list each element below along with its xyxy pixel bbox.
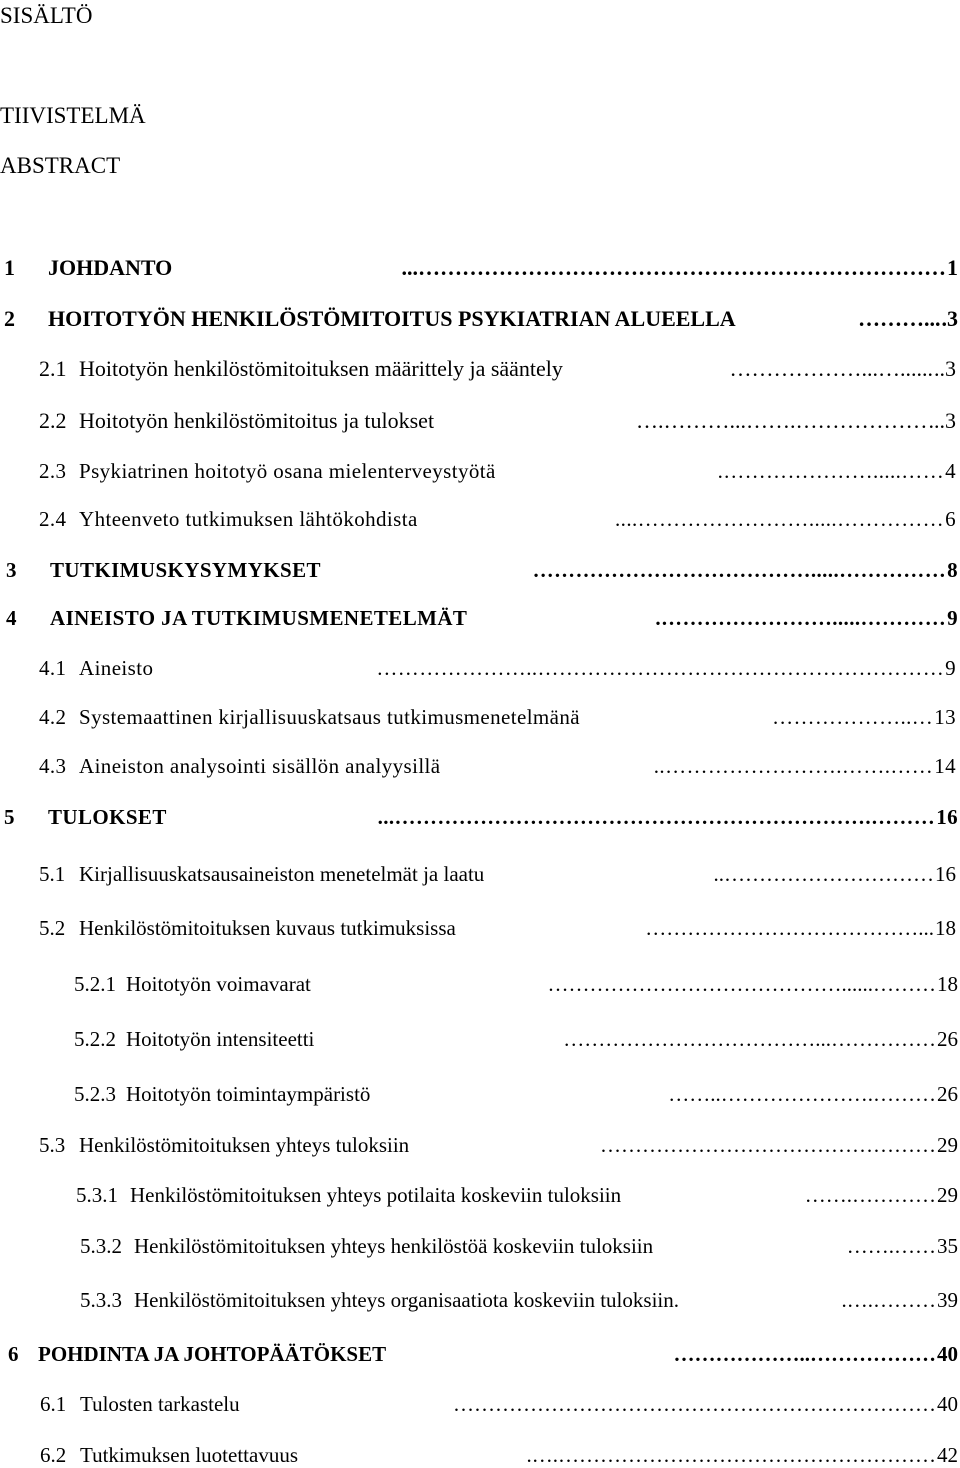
toc-entry-page: 4 [945,459,956,483]
toc-heading: SISÄLTÖ [0,3,93,28]
toc-entry-leader: …….....…………………. [717,461,945,482]
toc-entry-title: Hoitotyön toimintaympäristö [126,1082,371,1106]
toc-entry[interactable] [6,608,958,629]
front-matter-tiivistelma: TIIVISTELMÄ [0,103,146,128]
toc-entry-number: 5.2.3 [74,1082,116,1106]
toc-entry-title: Hoitotyön henkilöstömitoituksen määrittely ja sääntely [79,356,563,381]
toc-entry-page: 40 [937,1342,958,1366]
toc-entry-leader: …………………………………………………………… [453,1394,936,1415]
toc-entry-page: .3 [941,306,958,331]
toc-entry-title: Hoitotyön intensiteetti [126,1027,315,1051]
toc-entry[interactable] [8,1344,958,1365]
toc-entry-leader: ……………...……………………………… [563,1029,936,1050]
toc-entry-page: 40 [937,1392,958,1416]
toc-entry-title: AINEISTO JA TUTKIMUSMENETELMÄT [50,606,468,630]
toc-entry-page: 26 [937,1082,958,1106]
toc-entry-number: 4.2 [39,705,67,729]
toc-entry-page: 18 [935,916,956,940]
toc-entry-title: Henkilöstömitoituksen yhteys tuloksiin [79,1133,410,1157]
toc-entry-page: 18 [937,972,958,996]
toc-entry-leader: ……………….……...……….… [636,410,928,432]
toc-entry-number: 2 [4,306,15,331]
toc-entry-page: 14 [934,754,956,778]
toc-entry-number: 6 [8,1342,19,1366]
toc-entry-leader: …..……………… [772,707,934,728]
toc-entry-title: Tutkimuksen luotettavuus [80,1443,298,1467]
toc-entry-title: Systemaattinen kirjallisuuskatsaus tutkimusmenetelmänä [79,705,581,729]
toc-entry[interactable] [74,1029,958,1050]
toc-entry-title: Hoitotyön voimavarat [126,972,311,996]
toc-entry[interactable] [4,807,958,828]
toc-entry-page: 6 [945,507,956,531]
toc-entry-title: Hoitotyön henkilöstömitoitus ja tulokset [79,408,435,433]
toc-entry-title: Yhteenveto tutkimuksen lähtökohdista [79,507,418,531]
toc-entry-number: 6.2 [40,1443,67,1467]
toc-entry[interactable] [80,1290,958,1311]
toc-entry-title: Henkilöstömitoituksen yhteys henkilöstöä koskeviin tuloksiin [134,1234,654,1258]
toc-entry[interactable] [39,658,956,679]
toc-entry-leader: ……….…………………..…… [668,1084,936,1105]
toc-entry-page: ..3 [934,356,956,381]
toc-entry[interactable] [39,410,956,432]
toc-entry-page: 13 [934,705,956,729]
toc-entry-title: Aineisto [79,656,154,680]
toc-entry-leader: ………………………….. [713,864,934,885]
toc-entry-leader: ………….…… [804,1185,936,1206]
toc-entry-page: 16 [935,862,956,886]
toc-entry-number: 5.2.2 [74,1027,116,1051]
toc-entry-number: 3 [6,558,17,582]
toc-entry[interactable] [80,1236,958,1257]
toc-entry-page: 29 [937,1183,958,1207]
toc-entry-page: 42 [937,1443,958,1467]
toc-entry-leader: ………......…………………………………… [547,974,936,995]
toc-entry[interactable] [76,1185,958,1206]
toc-entry-page: 16 [936,805,958,829]
toc-entry-title: TULOKSET [48,805,167,829]
toc-entry[interactable] [39,707,956,728]
toc-entry-number: 6.1 [40,1392,67,1416]
toc-entry-leader: ……………………………………………….…. [526,1445,936,1466]
toc-entry[interactable] [74,1084,958,1105]
toc-entry[interactable] [40,1445,958,1466]
toc-entry-leader: ………………..……………… [673,1344,936,1365]
toc-entry-number: 4.3 [39,754,67,778]
toc-entry-title: Henkilöstömitoituksen kuvaus tutkimuksissa [79,916,456,940]
toc-entry-title: Henkilöstömitoituksen yhteys organisaatiota koskeviin tuloksiin. [134,1288,679,1312]
toc-entry-number: 5.3.3 [80,1288,122,1312]
toc-entry-number: 5.1 [39,862,66,886]
toc-entry-leader: ………………………………………………………………... [401,257,946,279]
toc-entry-title: HOITOTYÖN HENKILÖSTÖMITOITUS PSYKIATRIAN ALUEELLA [48,306,736,331]
toc-entry-leader: ...……… [858,308,941,330]
toc-entry-page: 39 [937,1288,958,1312]
toc-entry-leader: ……….…. [841,1290,936,1311]
toc-entry-number: 2.3 [39,459,67,483]
toc-entry-number: 1 [4,255,15,280]
toc-entry-leader: …….…….…………………….. [653,756,934,777]
toc-entry[interactable] [39,756,956,777]
toc-entry-title: POHDINTA JA JOHTOPÄÄTÖKSET [38,1342,387,1366]
toc-entry[interactable] [40,1394,958,1415]
toc-entry-page: 9 [945,656,956,680]
toc-entry-leader: ...………………………………… [645,918,934,939]
toc-entry-page: 35 [937,1234,958,1258]
toc-entry-page: 8 [947,558,958,582]
toc-entry-leader: ………………………………………… [600,1135,936,1156]
toc-entry-number: 5.2.1 [74,972,116,996]
toc-entry-title: Aineiston analysointi sisällön analyysillä [79,754,441,778]
toc-entry-leader: …….…… [846,1236,936,1257]
toc-entry-title: Henkilöstömitoituksen yhteys potilaita koskeviin tuloksiin [130,1183,622,1207]
toc-entry-page: 29 [937,1133,958,1157]
toc-entry-number: 5.3.2 [80,1234,122,1258]
toc-entry-leader: ……….…………………………………………………………... [377,807,936,828]
toc-entry-title: Kirjallisuuskatsausaineiston menetelmät ja laatu [79,862,485,886]
toc-entry-leader: …………….....………………………………… [532,560,947,581]
toc-entry-number: 5.2 [39,916,66,940]
toc-entry[interactable] [39,358,956,380]
toc-entry-number: 4 [6,606,17,630]
toc-entry-title: Tulosten tarkastelu [80,1392,240,1416]
toc-entry[interactable] [6,560,958,581]
toc-entry[interactable] [39,461,956,482]
toc-entry-page: 1 [947,255,958,280]
toc-entry-page: ...3 [928,408,956,433]
toc-entry-leader: …………………………………………………..………………… [376,658,945,679]
toc-entry[interactable] [39,509,956,530]
toc-entry-number: 2.1 [39,356,67,381]
toc-entry-number: 2.4 [39,507,67,531]
toc-entry-leader: …………….....…………………….... [615,509,945,530]
toc-entry[interactable] [4,257,958,279]
toc-entry-number: 5.3 [39,1133,66,1157]
toc-entry-title: JOHDANTO [48,255,173,280]
toc-entry[interactable] [39,1135,958,1156]
toc-entry-page: 9 [947,606,958,630]
toc-entry-leader: ......…...……………… [729,358,933,380]
front-matter-abstract: ABSTRACT [0,153,121,178]
toc-entry-title: Psykiatrinen hoitotyö osana mielenterveystyötä [79,459,496,483]
toc-entry-number: 4.1 [39,656,67,680]
toc-entry-page: 26 [937,1027,958,1051]
toc-entry[interactable] [4,308,958,330]
toc-entry[interactable] [74,974,958,995]
toc-entry[interactable] [39,864,956,885]
toc-entry-number: 5 [4,805,15,829]
toc-entry[interactable] [39,918,956,939]
toc-entry-title: TUTKIMUSKYSYMYKSET [50,558,321,582]
toc-entry-number: 2.2 [39,408,67,433]
toc-entry-leader: ………….....……………………. [655,608,947,629]
toc-entry-number: 5.3.1 [76,1183,118,1207]
